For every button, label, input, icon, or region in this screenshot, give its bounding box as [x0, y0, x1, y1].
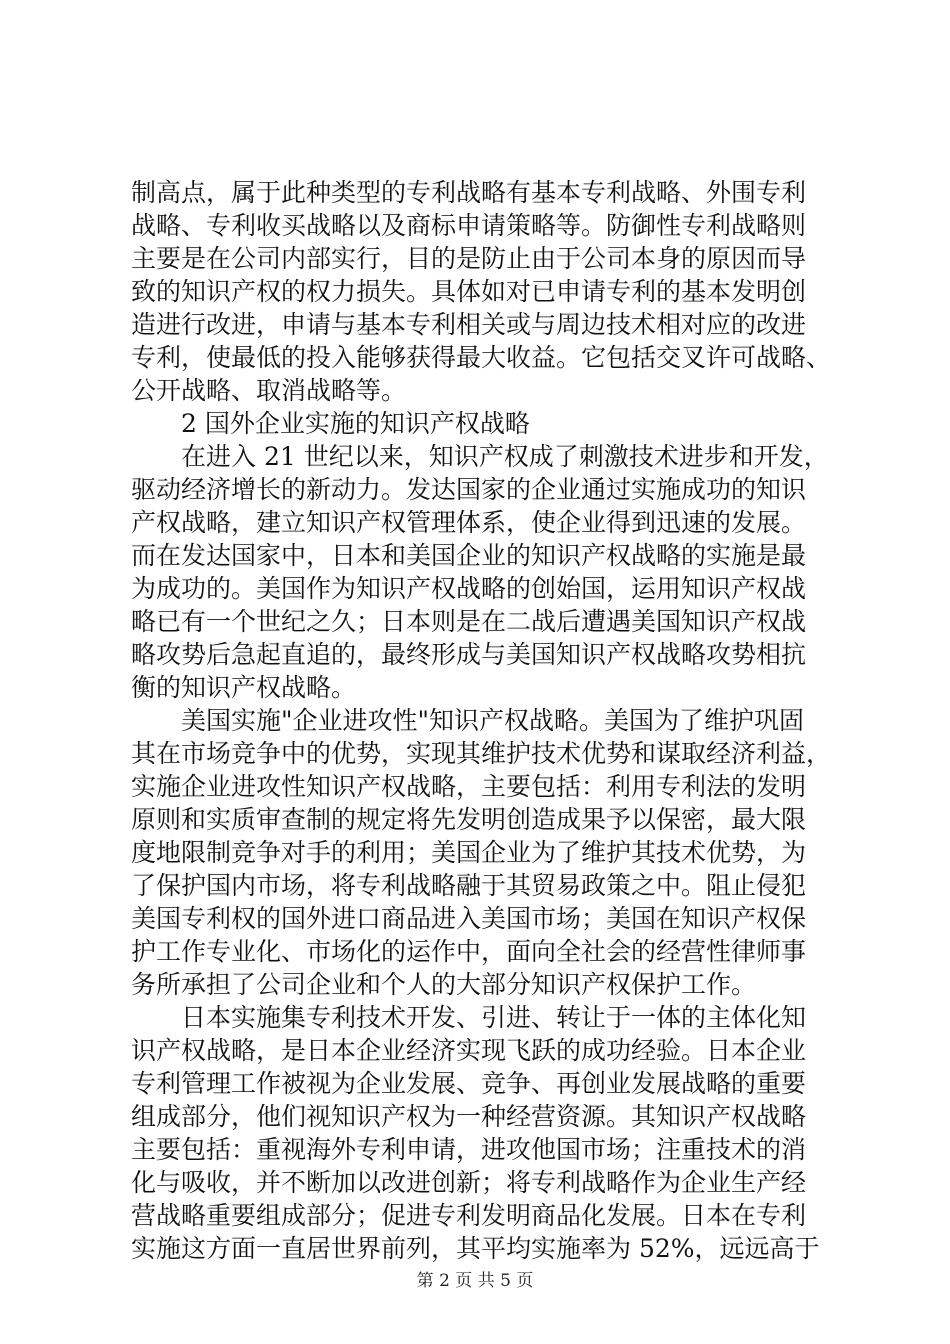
body-text-line: 度地限制竞争对手的利用；美国企业为了维护其技术优势，为 [131, 838, 807, 867]
body-text-line: 实施这方面一直居世界前列，其平均实施率为 52%，远远高于 [131, 1234, 820, 1263]
body-text-line: 实施企业进攻性知识产权战略，主要包括：利用专利法的发明 [131, 772, 807, 801]
body-text-line: 营战略重要组成部分；促进专利发明商品化发展。日本在专利 [131, 1201, 807, 1230]
body-text-line: 日本实施集专利技术开发、引进、转让于一体的主体化知 [131, 1003, 807, 1032]
body-text-line: 略已有一个世纪之久；日本则是在二战后遭遇美国知识产权战 [131, 607, 807, 636]
body-text-line: 衡的知识产权战略。 [131, 673, 357, 702]
body-text-line: 组成部分，他们视知识产权为一种经营资源。其知识产权战略 [131, 1102, 807, 1131]
body-text-line: 识产权战略，是日本企业经济实现飞跃的成功经验。日本企业 [131, 1036, 807, 1065]
page-number-footer: 第 2 页 共 5 页 [416, 1271, 534, 1291]
body-text-line: 战略、专利收买战略以及商标申请策略等。防御性专利战略则 [131, 211, 807, 240]
body-text-line: 了保护国内市场，将专利战略融于其贸易政策之中。阻止侵犯 [131, 871, 807, 900]
body-text-line: 产权战略，建立知识产权管理体系，使企业得到迅速的发展。 [131, 508, 807, 537]
body-text-line: 美国专利权的国外进口商品进入美国市场；美国在知识产权保 [131, 904, 807, 933]
body-text-line: 在进入 21 世纪以来，知识产权成了刺激技术进步和开发， [131, 442, 829, 471]
body-text-line: 而在发达国家中，日本和美国企业的知识产权战略的实施是最 [131, 541, 807, 570]
body-text-line: 专利，使最低的投入能够获得最大收益。它包括交叉许可战略、 [131, 343, 832, 372]
body-text-line: 化与吸收，并不断加以改进创新；将专利战略作为企业生产经 [131, 1168, 807, 1197]
body-text-line: 原则和实质审查制的规定将先发明创造成果予以保密，最大限 [131, 805, 807, 834]
body-text-line: 其在市场竞争中的优势，实现其维护技术优势和谋取经济利益， [131, 739, 832, 768]
body-text-line: 公开战略、取消战略等。 [131, 376, 407, 405]
body-text-line: 美国实施"企业进攻性"知识产权战略。美国为了维护巩固 [131, 706, 805, 735]
body-text-line: 驱动经济增长的新动力。发达国家的企业通过实施成功的知识 [131, 475, 807, 504]
body-text-line: 主要是在公司内部实行，目的是防止由于公司本身的原因而导 [131, 244, 807, 273]
body-text-line: 为成功的。美国作为知识产权战略的创始国，运用知识产权战 [131, 574, 807, 603]
body-text-line: 主要包括：重视海外专利申请，进攻他国市场；注重技术的消 [131, 1135, 807, 1164]
body-text-line: 致的知识产权的权力损失。具体如对已申请专利的基本发明创 [131, 277, 807, 306]
body-text-line: 略攻势后急起直追的，最终形成与美国知识产权战略攻势相抗 [131, 640, 807, 669]
body-text-line: 制高点，属于此种类型的专利战略有基本专利战略、外围专利 [131, 178, 807, 207]
body-text-line: 造进行改进，申请与基本专利相关或与周边技术相对应的改进 [131, 310, 807, 339]
body-text-line: 务所承担了公司企业和个人的大部分知识产权保护工作。 [131, 970, 757, 999]
body-text-line: 护工作专业化、市场化的运作中，面向全社会的经营性律师事 [131, 937, 807, 966]
section-heading: 2 国外企业实施的知识产权战略 [131, 409, 530, 438]
body-text-line: 专利管理工作被视为企业发展、竞争、再创业发展战略的重要 [131, 1069, 807, 1098]
